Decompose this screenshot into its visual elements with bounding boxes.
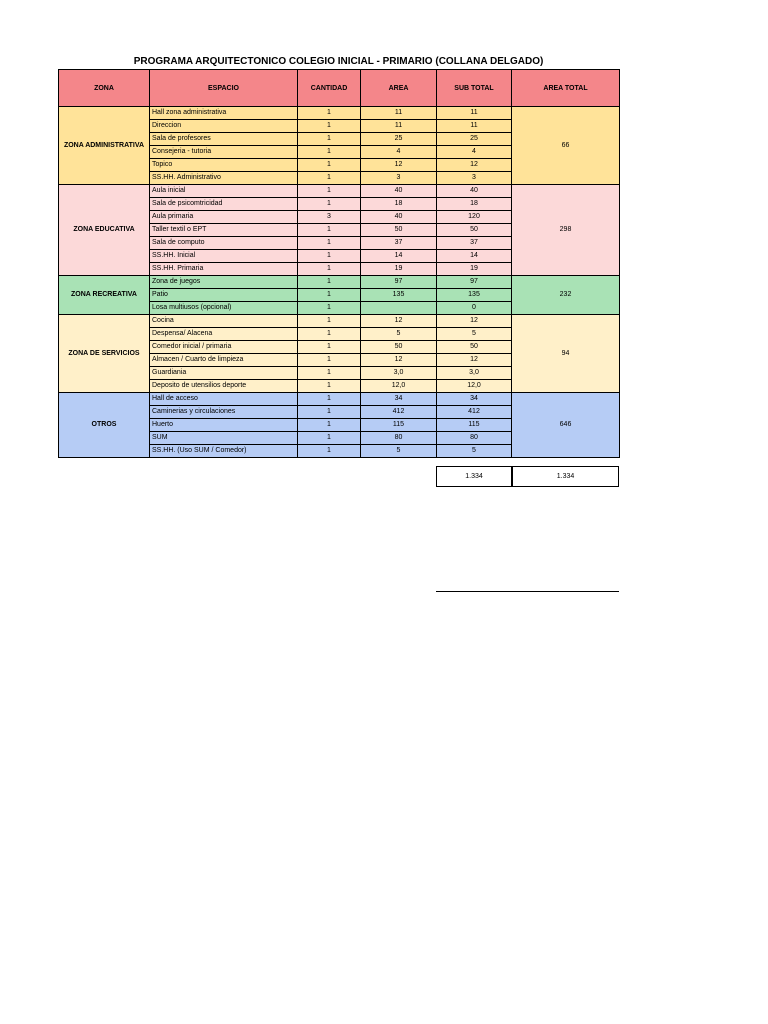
quantity-cell: 1 xyxy=(298,419,361,432)
area-cell: 37 xyxy=(361,237,437,250)
quantity-cell: 3 xyxy=(298,211,361,224)
subtotal-cell: 40 xyxy=(437,185,512,198)
subtotal-cell: 11 xyxy=(437,120,512,133)
quantity-cell: 1 xyxy=(298,315,361,328)
zone-name-cell: ZONA RECREATIVA xyxy=(59,276,150,315)
subtotal-cell: 12 xyxy=(437,315,512,328)
quantity-cell: 1 xyxy=(298,276,361,289)
architectural-program-table xyxy=(58,69,620,458)
header-espacio: ESPACIO xyxy=(150,70,298,107)
space-name-cell: Despensa/ Alacena xyxy=(150,328,298,341)
quantity-cell: 1 xyxy=(298,107,361,120)
quantity-cell: 1 xyxy=(298,146,361,159)
area-cell xyxy=(361,302,437,315)
subtotal-cell: 11 xyxy=(437,107,512,120)
zone-name-cell: ZONA ADMINISTRATIVA xyxy=(59,107,150,185)
subtotal-cell: 14 xyxy=(437,250,512,263)
quantity-cell: 1 xyxy=(298,406,361,419)
area-cell: 135 xyxy=(361,289,437,302)
quantity-cell: 1 xyxy=(298,289,361,302)
area-cell: 50 xyxy=(361,341,437,354)
space-name-cell: Topico xyxy=(150,159,298,172)
space-name-cell: Losa multiusos (opcional) xyxy=(150,302,298,315)
zone-name-cell: OTROS xyxy=(59,393,150,458)
subtotal-cell: 0 xyxy=(437,302,512,315)
area-cell: 18 xyxy=(361,198,437,211)
table-row xyxy=(59,185,620,198)
table-header-row xyxy=(59,70,620,107)
zone-area-total-cell: 66 xyxy=(512,107,620,185)
space-name-cell: Aula primaria xyxy=(150,211,298,224)
area-cell: 412 xyxy=(361,406,437,419)
subtotal-cell: 3,0 xyxy=(437,367,512,380)
area-cell: 40 xyxy=(361,211,437,224)
header-zona: ZONA xyxy=(59,70,150,107)
table-row xyxy=(59,315,620,328)
subtotal-cell: 120 xyxy=(437,211,512,224)
space-name-cell: Hall de acceso xyxy=(150,393,298,406)
subtotal-cell: 412 xyxy=(437,406,512,419)
table-body xyxy=(59,107,620,458)
subtotal-cell: 12,0 xyxy=(437,380,512,393)
quantity-cell: 1 xyxy=(298,445,361,458)
zone-area-total-cell: 232 xyxy=(512,276,620,315)
area-cell: 11 xyxy=(361,120,437,133)
area-cell: 3,0 xyxy=(361,367,437,380)
space-name-cell: Sala de psicomtricidad xyxy=(150,198,298,211)
subtotal-cell: 5 xyxy=(437,328,512,341)
subtotal-cell: 50 xyxy=(437,341,512,354)
subtotal-cell: 3 xyxy=(437,172,512,185)
space-name-cell: Almacen / Cuarto de limpieza xyxy=(150,354,298,367)
area-cell: 4 xyxy=(361,146,437,159)
quantity-cell: 1 xyxy=(298,354,361,367)
area-cell: 12 xyxy=(361,315,437,328)
space-name-cell: Taller textil o EPT xyxy=(150,224,298,237)
area-cell: 12 xyxy=(361,354,437,367)
subtotal-sum: 1.334 xyxy=(436,466,512,487)
area-cell: 14 xyxy=(361,250,437,263)
space-name-cell: Huerto xyxy=(150,419,298,432)
quantity-cell: 1 xyxy=(298,367,361,380)
subtotal-cell: 50 xyxy=(437,224,512,237)
table-row xyxy=(59,107,620,120)
header-area: AREA xyxy=(361,70,437,107)
quantity-cell: 1 xyxy=(298,185,361,198)
zone-area-total-cell: 298 xyxy=(512,185,620,276)
space-name-cell: SS.HH. Primaria xyxy=(150,263,298,276)
space-name-cell: SS.HH. Inicial xyxy=(150,250,298,263)
header-subtotal: SUB TOTAL xyxy=(437,70,512,107)
area-cell: 12,0 xyxy=(361,380,437,393)
quantity-cell: 1 xyxy=(298,250,361,263)
quantity-cell: 1 xyxy=(298,172,361,185)
space-name-cell: Patio xyxy=(150,289,298,302)
subtotal-cell: 37 xyxy=(437,237,512,250)
space-name-cell: Hall zona administrativa xyxy=(150,107,298,120)
subtotal-cell: 34 xyxy=(437,393,512,406)
table-row xyxy=(59,393,620,406)
area-cell: 115 xyxy=(361,419,437,432)
quantity-cell: 1 xyxy=(298,224,361,237)
subtotal-cell: 4 xyxy=(437,146,512,159)
space-name-cell: Sala de profesores xyxy=(150,133,298,146)
quantity-cell: 1 xyxy=(298,133,361,146)
subtotal-cell: 97 xyxy=(437,276,512,289)
quantity-cell: 1 xyxy=(298,263,361,276)
subtotal-cell: 135 xyxy=(437,289,512,302)
area-cell: 40 xyxy=(361,185,437,198)
table-row xyxy=(59,276,620,289)
area-cell: 5 xyxy=(361,328,437,341)
space-name-cell: Zona de juegos xyxy=(150,276,298,289)
space-name-cell: Aula inicial xyxy=(150,185,298,198)
quantity-cell: 1 xyxy=(298,120,361,133)
area-cell: 12 xyxy=(361,159,437,172)
subtotal-cell: 80 xyxy=(437,432,512,445)
subtotal-cell: 25 xyxy=(437,133,512,146)
space-name-cell: SS.HH. (Uso SUM / Comedor) xyxy=(150,445,298,458)
space-name-cell: SS.HH. Administrativo xyxy=(150,172,298,185)
area-cell: 80 xyxy=(361,432,437,445)
area-cell: 5 xyxy=(361,445,437,458)
signature-line xyxy=(436,591,619,592)
header-area-total: AREA TOTAL xyxy=(512,70,620,107)
area-cell: 25 xyxy=(361,133,437,146)
area-cell: 34 xyxy=(361,393,437,406)
zone-area-total-cell: 94 xyxy=(512,315,620,393)
space-name-cell: Direccion xyxy=(150,120,298,133)
area-cell: 97 xyxy=(361,276,437,289)
quantity-cell: 1 xyxy=(298,198,361,211)
area-cell: 11 xyxy=(361,107,437,120)
quantity-cell: 1 xyxy=(298,237,361,250)
subtotal-cell: 115 xyxy=(437,419,512,432)
space-name-cell: Comedor inicial / primaria xyxy=(150,341,298,354)
space-name-cell: Sala de computo xyxy=(150,237,298,250)
zone-area-total-cell: 646 xyxy=(512,393,620,458)
subtotal-cell: 12 xyxy=(437,159,512,172)
space-name-cell: Guardiania xyxy=(150,367,298,380)
area-cell: 50 xyxy=(361,224,437,237)
quantity-cell: 1 xyxy=(298,341,361,354)
subtotal-cell: 19 xyxy=(437,263,512,276)
quantity-cell: 1 xyxy=(298,328,361,341)
quantity-cell: 1 xyxy=(298,393,361,406)
document-title: PROGRAMA ARQUITECTONICO COLEGIO INICIAL - PRIMARIO (COLLANA DELGADO) xyxy=(133,56,544,67)
space-name-cell: Deposito de utensilios deporte xyxy=(150,380,298,393)
area-cell: 19 xyxy=(361,263,437,276)
quantity-cell: 1 xyxy=(298,302,361,315)
area-total-sum: 1.334 xyxy=(511,466,619,487)
quantity-cell: 1 xyxy=(298,380,361,393)
space-name-cell: Caminerias y circulaciones xyxy=(150,406,298,419)
header-cantidad: CANTIDAD xyxy=(298,70,361,107)
subtotal-cell: 5 xyxy=(437,445,512,458)
subtotal-cell: 12 xyxy=(437,354,512,367)
space-name-cell: Cocina xyxy=(150,315,298,328)
space-name-cell: SUM xyxy=(150,432,298,445)
zone-name-cell: ZONA DE SERVICIOS xyxy=(59,315,150,393)
zone-name-cell: ZONA EDUCATIVA xyxy=(59,185,150,276)
quantity-cell: 1 xyxy=(298,432,361,445)
space-name-cell: Consejeria - tutoria xyxy=(150,146,298,159)
quantity-cell: 1 xyxy=(298,159,361,172)
subtotal-cell: 18 xyxy=(437,198,512,211)
area-cell: 3 xyxy=(361,172,437,185)
